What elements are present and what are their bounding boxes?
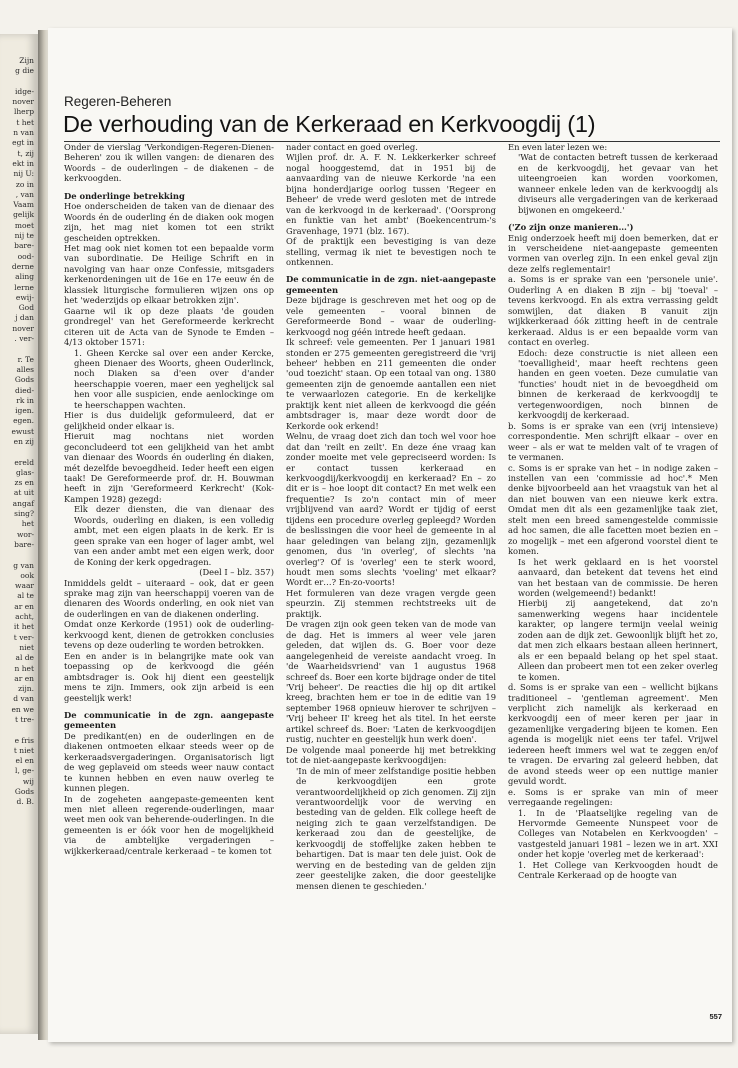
previous-page-line: t niet bbox=[13, 745, 34, 755]
paragraph: De vragen zijn ook geen teken van de mode van de dag. Het is immers al weer vele jaren geleden, dat wijlen ds. G. Boer voor deze aangelegenheid de vereiste aandacht vroeg. In 'de Waarheidsvriend' van 1 augustus 1968 schreef ds. Boer een korte bijdrage onder de titel 'Vrij beheer'. De reacties die hij op dit artikel kreeg, brachten hem er toe in de editie van 19 september 1968 opnieuw hierover te schrijven – 'Vrij beheer II' kreeg het als titel. In het eerste artikel schreef ds. Boer: 'Laten de kerkvoogdijen rustig, nuchter en geestelijk hun werk doen'. bbox=[286, 619, 496, 745]
previous-page-line: nover bbox=[12, 323, 34, 333]
previous-page-line bbox=[0, 447, 34, 457]
previous-page-line: lerne bbox=[14, 282, 34, 292]
list-item-e-2: 1. Het College van Kerkvoogden houdt de Centrale Kerkeraad op de hoogte van bbox=[518, 859, 718, 881]
previous-page-line bbox=[0, 77, 34, 87]
previous-page-edge bbox=[0, 34, 38, 1034]
list-item-a-continued: Edoch: deze constructie is niet alleen een 'toevalligheid', maar heeft rechtens geen handen en geen voeten. Deze cumulatie van 'functies' houdt niet in de bevoegdheid om binnen de kerkeraad de kerkvoogdij te vertegenwoordigen, noch binnen de kerkvoogdij de kerkeraad. bbox=[518, 347, 718, 421]
list-item-a: a. Soms is er sprake van een 'personele unie'. Ouderling A en diaken B zijn – bij 'toeval' – tevens kerkvoogd. En als extra verrassing geldt somwijlen, dat diaken B vanuit zijn wijkkerkeraad óók zitting heeft in de centrale kerkeraad. Aldus is er een bepaalde vorm van contact en overleg. bbox=[508, 274, 718, 348]
previous-page-line: gelijk bbox=[13, 210, 34, 220]
previous-page-line: zijn. bbox=[18, 684, 34, 694]
previous-page-line: moet bbox=[14, 220, 34, 230]
previous-page-line: angaf bbox=[12, 498, 34, 508]
paragraph: Omdat onze Kerkorde (1951) ook de ouderling-kerkvoogd kent, dienen de getrokken conclusies tevens op deze ouderling te worden betrokken. bbox=[64, 619, 274, 651]
previous-page-line: ook bbox=[20, 570, 34, 580]
quote: 'In de min of meer zelfstandige positie hebben de kerkvoogdijen een grote verantwoordelijkheid op zich genomen. Zij zijn verantwoordelijk voor de werving en besteding van de gelden. Elk college heeft de neiging zich te gaan verzelfstandigen. De kerkeraad zou dan de geestelijke, de kerkvoogdij de stoffelijke zaken hebben te behartigen. Dat is maar ten dele juist. Ook de werving en de besteding van de gelden zijn zeer geestelijke zaken, die door geestelijke mensen dienen te geschieden.' bbox=[296, 765, 496, 891]
paragraph: En even later lezen we: bbox=[508, 142, 608, 152]
previous-page-line: lherp bbox=[13, 107, 34, 117]
list-item-e-1: 1. In de 'Plaatselijke regeling van de Hervormde Gemeente Nunspeet voor de Colleges van Notabelen en Kerkvoogden' – vastgesteld januari 1981 – lezen we in art. XXI onder het kopje 'overleg met de kerkeraad': bbox=[518, 807, 718, 860]
paragraph: Welnu, de vraag doet zich dan toch wel voor hoe dat dan 'reilt en zeilt'. En deze éne vraag kan zonder moeite met vele gepreciseerd worden: Is er contact tussen kerkeraad en kerkvoogdij/kerkvoogdij en kerkeraad? En – zo dit er is – hoe loopt dit contact? En met welk een frequentie? Is zo'n contact min of meer vrijblijvend van aard? Wordt er tijdig of eerst tijdens een procedure overleg gepleegd? Worden de beslissingen die voor heel de gemeente in al haar geledingen van belang zijn, gezamenlijk genomen, dus 'in overleg', of slechts 'na overleg'? Of is 'overleg' een te sterk woord, houdt men soms slechts 'voeling' met elkaar? Wordt er…? En-zo-voorts! bbox=[286, 431, 496, 588]
paragraph: De predikant(en) en de ouderlingen en de diakenen ontmoeten elkaar steeds weer op de kerkeraadsvergaderingen. Organisatorisch ligt de weg geplaveid om steeds weer nauw contact te kunnen hebben en even nauw overleg te kunnen plegen. bbox=[64, 730, 274, 794]
previous-page-line: nij U: bbox=[13, 169, 34, 179]
previous-page-line bbox=[0, 344, 34, 354]
heading-niet-aangepaste-gemeenten: De communicatie in de zgn. niet-aangepaste gemeenten bbox=[286, 274, 496, 295]
book-gutter bbox=[38, 30, 48, 1040]
previous-page-line: it het bbox=[13, 622, 34, 632]
paragraph: nader contact en goed overleg. bbox=[286, 142, 418, 152]
previous-page-line: Gods bbox=[14, 787, 34, 797]
column-3 bbox=[508, 142, 718, 1022]
previous-page-line: acht, bbox=[15, 612, 34, 622]
paragraph: Ik schreef: vele gemeenten. Per 1 januari 1981 stonden er 275 gemeenten geregistreerd die 'vrij beheer' hebben en 211 gemeenten die onder 'oud toezicht' staan. Op een totaal van ong. 1380 gemeenten zijn de genoemde aantallen een niet te verwaarlozen categorie. En de kerkelijke praktijk kent niet alleen de kerkvoogd die géén ambtsdrager is, maar deze wordt door de Kerkorde ook erkend! bbox=[286, 337, 496, 431]
paragraph: De volgende maal poneerde hij met betrekking tot de niet-aangepaste kerkvoogdijen: bbox=[286, 744, 496, 766]
paragraph: Wijlen prof. dr. A. F. N. Lekkerkerker schreef nogal hooggestemd, dat in 1951 bij de aanvaarding van de nieuwe Kerkorde 'na een bijna honderdjarige oorlog tussen 'Regeer en Beheer' de vrede werd gesloten met de intrede van de kerkvoogd in de kerkeraad'. ('Oorsprong en funktie van het ambt' (Boekencentrum-'s Gravenhage, 1971 (blz. 167). bbox=[286, 152, 496, 236]
previous-page-line: Zijn bbox=[19, 56, 34, 65]
previous-page-line: ar en bbox=[14, 601, 34, 611]
previous-page-line: ewust bbox=[11, 426, 34, 436]
list-item-c-continued: Is het werk geklaard en is het voorstel aanvaard, dan betekent dat tevens het eind van het bestaan van de commissie. De heren worden (welgemeend!) bedankt! bbox=[518, 556, 718, 598]
previous-page-line: ood- bbox=[17, 251, 34, 261]
previous-page-line: n van bbox=[13, 128, 34, 138]
paragraph: Enig onderzoek heeft mij doen bemerken, dat er in verscheidene niet-aangepaste gemeenten vormen van overleg zijn. In een enkel geval zijn deze zelfs reglementair! bbox=[508, 232, 718, 274]
list-item-d: d. Soms is er sprake van een – wellicht bijkans traditioneel – 'gentleman agreement'. Men verplicht zich namelijk als kerkeraad en kerkvoogdij een of meer keren per jaar in gezamenlijke vergadering bijeen te komen. Een agenda is mogelijk niet eens ter tafel. Vrijwel iedereen heeft immers wel wat te zeggen en/of te vragen. De ervaring zal geleerd hebben, dat de avond steeds weer op een nuttige manier gevuld wordt. bbox=[508, 682, 718, 787]
previous-page-line: zo in bbox=[15, 179, 34, 189]
previous-page-line: alles bbox=[16, 364, 34, 374]
previous-page-line: n het bbox=[14, 663, 34, 673]
previous-page-line: , van bbox=[15, 189, 34, 199]
previous-page-line: j dan bbox=[15, 313, 34, 323]
column-2 bbox=[286, 142, 496, 1022]
previous-page-line: d. B. bbox=[16, 797, 34, 807]
previous-page-line bbox=[0, 550, 34, 560]
previous-page-line: at uit bbox=[13, 488, 34, 498]
previous-page-line: d van bbox=[13, 694, 34, 704]
previous-page-line: egt in bbox=[12, 138, 34, 148]
previous-page-line bbox=[0, 725, 34, 735]
paragraph: Gaarne wil ik op deze plaats 'de gouden grondregel' van het Gereformeerde kerkrecht citeren uit de Acta van de Synode te Emden – 4/13 oktober 1571: bbox=[64, 305, 274, 348]
citation: (Deel I – blz. 357) bbox=[199, 567, 274, 578]
previous-page-line: t ver- bbox=[13, 632, 34, 642]
paragraph: Of de praktijk een bevestiging is van deze stelling, vermag ik niet te bevestigen noch te ontkennen. bbox=[286, 236, 496, 267]
previous-page-line: ar en bbox=[14, 673, 34, 683]
previous-page-line: e fris bbox=[14, 735, 34, 745]
previous-page-line: derne bbox=[11, 261, 34, 271]
list-item-c: c. Soms is er sprake van het – in nodige zaken – instellen van een 'commissie ad hoc'.* Men denke bijvoorbeeld aan het vraagstuk van het al dan niet bouwen van een nieuwe kerk extra. Omdat men dit als een gezamenlijke taak ziet, stelt men een breed samengestelde commissie ad hoc samen, die alle facetten moet bezien en – zo mogelijk – met een afgerond voorstel dient te komen. bbox=[508, 462, 718, 557]
page-number: 557 bbox=[709, 1012, 722, 1021]
heading-onderlinge-betrekking: De onderlinge betrekking bbox=[64, 190, 185, 201]
previous-page-line: Gods bbox=[14, 375, 34, 385]
previous-page-line: al te bbox=[17, 591, 34, 601]
previous-page-line: . ver- bbox=[14, 334, 34, 344]
paragraph: Deze bijdrage is geschreven met het oog op de vele gemeenten – vooral binnen de Gereformeerde Bond – waar de ouderling-kerkvoogd nog géén intrede heeft gedaan. bbox=[286, 295, 496, 337]
paragraph: Hier is dus duidelijk geformuleerd, dat er gelijkheid onder elkaar is. bbox=[64, 410, 274, 431]
previous-page-line: nover bbox=[12, 97, 34, 107]
previous-page-line: r. Te bbox=[17, 354, 34, 364]
paragraph: Een en ander is in belangrijke mate ook van toepassing op de kerkvoogd die géén ambtsdrager is. Ook hij dient een geestelijk mens te zijn. Immers, ook zijn arbeid is een geestelijk werk! bbox=[64, 650, 274, 703]
previous-page-line: al de bbox=[15, 653, 34, 663]
paragraph: Het mag ook niet komen tot een bepaalde vorm van subordinatie. De Heilige Schrift en in navolging van haar onze Confessie, mitsgaders kerkenordeningen uit de 16e en 17e eeuw én de klassiek liturgische formulieren wijzen ons op het 'wederzijds op elkaar betrokken zijn'. bbox=[64, 243, 274, 306]
previous-page-line: wij bbox=[22, 776, 34, 786]
quote: 'Wat de contacten betreft tussen de kerkeraad en de kerkvoogdij, het gevaar van het uiteengroeien kan worden voorkomen, wanneer enkele leden van de kerkvoogdij als diviseurs alle vergaderingen van de kerkeraad bijwonen en omgekeerd.' bbox=[518, 152, 718, 215]
previous-page-line: zs en bbox=[14, 478, 34, 488]
previous-page-line: nij te bbox=[14, 231, 34, 241]
previous-page-line: ekt in bbox=[12, 158, 34, 168]
previous-page-line: Vaam bbox=[13, 200, 34, 210]
previous-page-line: igen. bbox=[15, 406, 34, 416]
previous-page-line: waar bbox=[15, 581, 34, 591]
list-item-e: e. Soms is er sprake van min of meer verregaande regelingen: bbox=[508, 786, 718, 808]
heading-aangepaste-gemeenten: De communicatie in de zgn. aangepaste gemeenten bbox=[64, 709, 274, 731]
list-item-c-continued: Hierbij zij aangetekend, dat zo'n samenwerking wegens haar incidentele karakter, op langere termijn veelal weinig zoden aan de dijk zet. Gewoonlijk blijft het zo, dat men zich elkaars bestaan alleen herinnert, als er een bepaald belang op het spel staat. Alleen dan probeert men tot een zeker overleg te komen. bbox=[518, 598, 718, 682]
previous-page-line: g die bbox=[15, 66, 34, 76]
quote: Elk dezer diensten, die van dienaar des Woords, ouderling en diaken, is een volledig ambt, met een eigen plaats in de kerk. Er is geen sprake van een hoger of lager ambt, wel van een ander ambt met een eigen werk, door de Koning der kerk opgedragen. bbox=[74, 504, 274, 567]
previous-page-line: t tre- bbox=[15, 715, 34, 724]
previous-page-line: idge- bbox=[15, 86, 34, 96]
article-title: De verhouding van de Kerkeraad en Kerkvoogdij (1) bbox=[63, 111, 596, 137]
paragraph: Hieruit mag nochtans niet worden geconcludeerd tot een gelijkheid van het ambt van dienaar des Woords én ouderling én diaken, mét dezelfde bevoegdheid. Ieder heeft een eigen taak! De Gereformeerde prof. dr. H. Bouwman heeft in zijn 'Gereformeerd Kerkrecht' (Kok-Kampen 1928) gezegd: bbox=[64, 431, 274, 504]
previous-page-line: en zij bbox=[13, 436, 34, 446]
previous-page-line: sing? bbox=[14, 509, 34, 519]
heading-zo-zijn-onze-manieren: ('Zo zijn onze manieren…') bbox=[508, 222, 634, 233]
section-label: Regeren-Beheren bbox=[64, 94, 172, 109]
paragraph: Het formuleren van deze vragen vergde geen speurzin. Zij stemmen rechtstreeks uit de praktijk. bbox=[286, 587, 496, 619]
previous-page-line: l, ge- bbox=[15, 766, 34, 776]
previous-page-line: ereld bbox=[14, 457, 34, 467]
previous-page-line: God bbox=[18, 303, 34, 313]
paragraph: Hoe onderscheiden de taken van de dienaar des Woords én de ouderling én de diaken ook mogen zijn, het mag niet komen tot een strikt gescheiden optrekken. bbox=[64, 201, 274, 243]
previous-page-line: g van bbox=[13, 560, 34, 570]
previous-page-line: het bbox=[21, 519, 34, 529]
previous-page-line: bare- bbox=[14, 241, 34, 251]
previous-page-line: niet bbox=[19, 642, 34, 652]
previous-page-line: t, zij bbox=[17, 148, 34, 158]
paragraph: In de zogeheten aangepaste-gemeenten kent men niet alleen regerende-ouderlingen, maar weet men ook van beherende-ouderlingen. In die gemeenten is er óók voor hen de mogelijkheid via de ambtelijke vergaderingen – wijkkerkeraad/centrale kerkeraad – te komen tot bbox=[64, 793, 274, 856]
previous-page-line: bare- bbox=[14, 539, 34, 549]
quote: 1. Gheen Kercke sal over een ander Kercke, gheen Dienaer des Woorts, gheen Ouderlinck, noch Diaken sa d'een over d'ander heerschappie voeren, maer een yeghelijck sal hen voor alle suspicien, ende aenlockinge om te heerschappen wachten. bbox=[74, 347, 274, 410]
previous-page-line: en we bbox=[11, 704, 34, 714]
column-1 bbox=[64, 142, 274, 1022]
paragraph: Inmiddels geldt – uiteraard – ook, dat er geen sprake mag zijn van heerschappij voeren van de dienaren des Woords onderling, en ook niet van de ouderlingen en van de diakenen onderling. bbox=[64, 577, 274, 619]
previous-page-line: ewij- bbox=[15, 292, 34, 302]
page bbox=[48, 28, 732, 1042]
previous-page-line: glas- bbox=[15, 467, 34, 477]
previous-page-line: t het bbox=[16, 117, 34, 127]
previous-page-text-fragment bbox=[0, 34, 38, 808]
list-item-b: b. Soms is er sprake van een (vrij intensieve) correspondentie. Men schrijft elkaar – over en weer – als er wat te melden valt of te vragen of te vermanen. bbox=[508, 420, 718, 463]
previous-page-line: aling bbox=[15, 272, 34, 282]
previous-page-line: died- bbox=[15, 385, 34, 395]
previous-page-line: wor- bbox=[16, 529, 34, 539]
intro-paragraph: Onder de vierslag 'Verkondigen-Regeren-Dienen-Beheren' zou ik willen vangen: de dienaren des Woords – de ouderlingen – de diakenen – de kerkvoogden. bbox=[64, 142, 274, 184]
previous-page-line: el en bbox=[15, 756, 34, 766]
previous-page-line: rk in bbox=[16, 395, 34, 405]
previous-page-line: egen. bbox=[13, 416, 34, 426]
